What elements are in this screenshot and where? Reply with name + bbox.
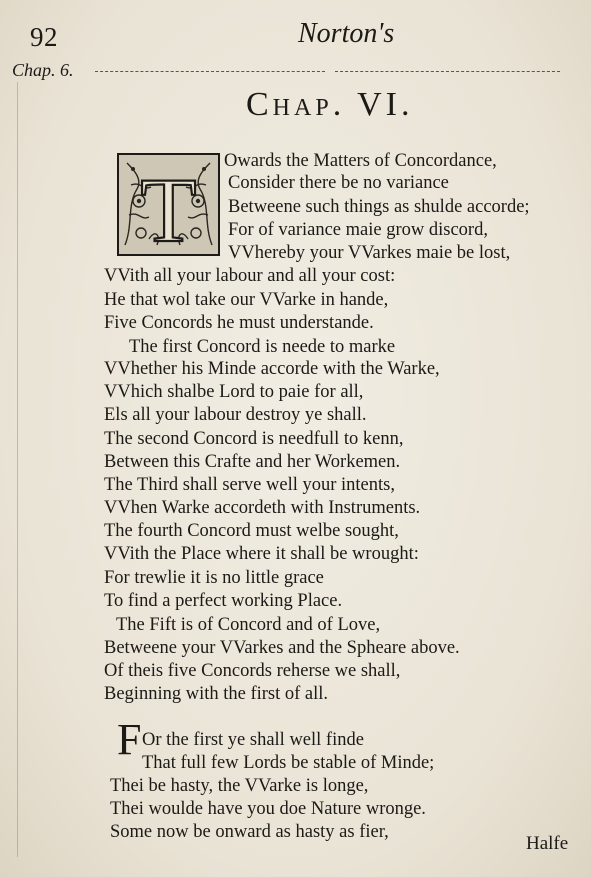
verse-line: VVhereby your VVarkes maie be lost, — [228, 243, 511, 263]
verse-line: VVhich shalbe Lord to paie for all, — [104, 382, 364, 402]
verse-line: The Fift is of Concord and of Love, — [116, 615, 381, 635]
verse-line: VVith the Place where it shall be wrought: — [104, 544, 419, 564]
verse-line: Between this Crafte and her Workemen. — [104, 452, 401, 472]
page-number: 92 — [30, 22, 58, 52]
verse-line: He that wol take our VVarke in hande, — [104, 290, 389, 310]
verse-line: Owards the Matters of Concordance, — [224, 151, 497, 171]
verse-line: The first Concord is neede to marke — [129, 337, 396, 357]
verse-line: The fourth Concord must welbe sought, — [104, 521, 399, 541]
chapter-margin-tag: Chap. 6. — [12, 60, 74, 80]
verse-line: Consider there be no variance — [228, 173, 449, 193]
verse-line: For trewlie it is no little grace — [104, 568, 324, 588]
verse-line: Five Concords he must understande. — [104, 313, 374, 333]
floral-ornament-icon — [119, 155, 218, 254]
ornamental-drop-cap — [117, 153, 220, 256]
verse-line: The Third shall serve well your intents, — [104, 475, 395, 495]
svg-text:T: T — [140, 159, 197, 254]
catchword: Halfe — [526, 833, 569, 854]
stanza-initial-letter: F — [117, 715, 142, 764]
verse-line: Some now be onward as hasty as fier, — [110, 822, 389, 842]
verse-line: To find a perfect working Place. — [104, 591, 343, 611]
verse-line: Thei be hasty, the VVarke is longe, — [110, 776, 369, 796]
verse-line: Or the first ye shall well finde — [142, 730, 364, 750]
verse-line: Beginning with the first of all. — [104, 684, 329, 704]
header-rule-left — [95, 71, 325, 72]
header-rule-right — [335, 71, 560, 72]
verse-line: Betweene such things as shulde accorde; — [228, 197, 530, 217]
verse-line: Els all your labour destroy ye shall. — [104, 405, 367, 425]
page-frame-line — [17, 82, 18, 857]
verse-line: VVhen Warke accordeth with Instruments. — [104, 498, 421, 518]
verse-line: That full few Lords be stable of Minde; — [142, 753, 435, 773]
verse-line: Thei woulde have you doe Nature wronge. — [110, 799, 426, 819]
verse-line: VVith all your labour and all your cost: — [104, 266, 396, 286]
running-title: Norton's — [298, 18, 395, 49]
verse-line: For of variance maie grow discord, — [228, 220, 488, 240]
verse-line: Of theis five Concords reherse we shall, — [104, 661, 401, 681]
verse-line: VVhether his Minde accorde with the Warke, — [104, 359, 440, 379]
verse-line: The second Concord is needfull to kenn, — [104, 429, 404, 449]
verse-line: Betweene your VVarkes and the Spheare above. — [104, 638, 460, 658]
chapter-title: Chap. VI. — [246, 86, 414, 123]
